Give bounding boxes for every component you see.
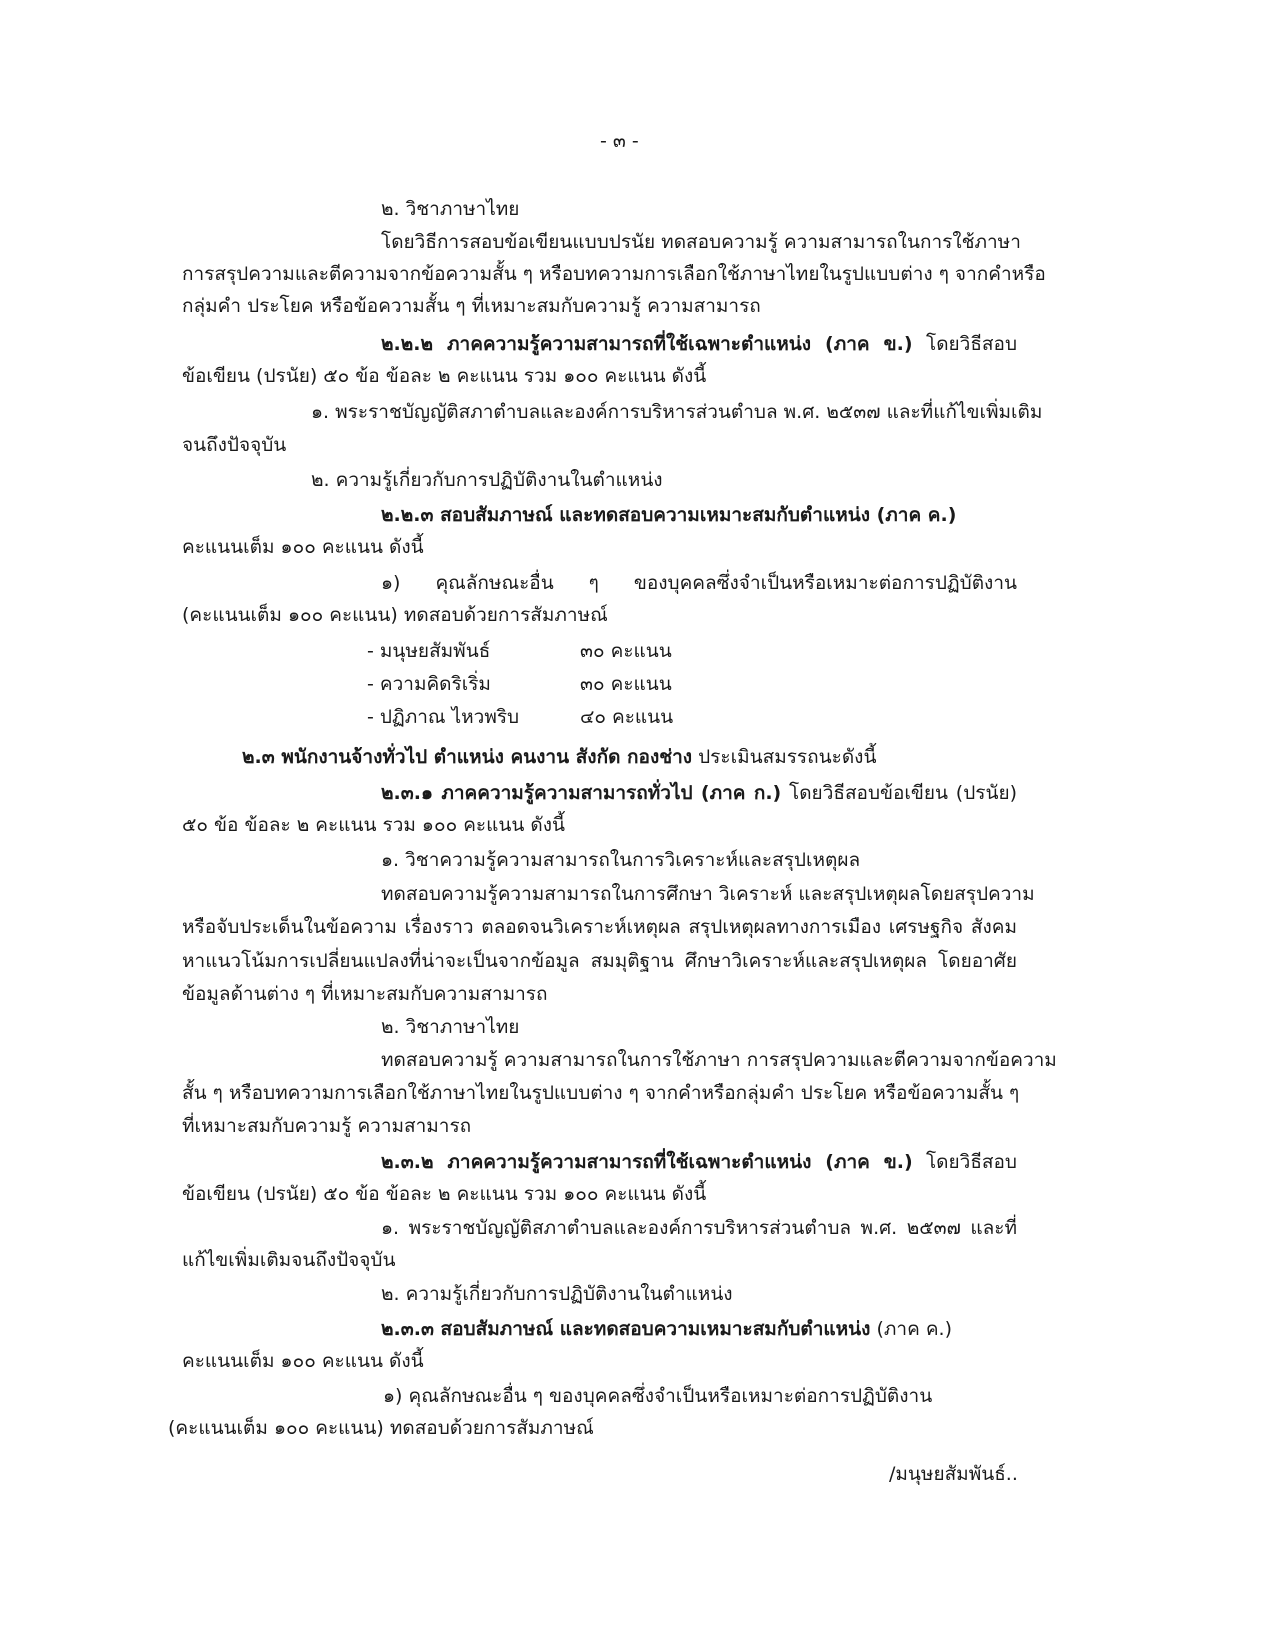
text-line: ๑. พระราชบัญญัติสภาตำบลและองค์การบริหารส่วนตำบล พ.ศ. ๒๕๓๗ และที่แก้ไขเพิ่มเติม: [311, 401, 1043, 423]
score-value: ๓๐ คะแนน: [580, 673, 672, 695]
text-line: หรือจับประเด็นในข้อความ เรื่องราว ตลอดจนวิเคราะห์เหตุผล สรุปเหตุผลทางการเมือง เศรษฐกิจ สังคม: [182, 916, 1017, 938]
text-line: แก้ไขเพิ่มเติมจนถึงปัจจุบัน: [182, 1249, 396, 1271]
text-line: ๑) คุณลักษณะอื่น ๆ ของบุคคลซึ่งจำเป็นหรือเหมาะต่อการปฏิบัติงาน: [383, 1385, 933, 1407]
text-segment: โดยวิธีสอบ: [912, 333, 1017, 355]
text-line: ๑. พระราชบัญญัติสภาตำบลและองค์การบริหารส่วนตำบล พ.ศ. ๒๕๓๗ และที่: [381, 1217, 1017, 1239]
text-line: - ความคิดริเริ่ม: [367, 673, 491, 695]
bold-heading-segment: ๒.๓ พนักงานจ้างทั่วไป ตำแหน่ง คนงาน สังกัด กองช่าง: [242, 746, 693, 768]
text-line: [242, 742, 876, 772]
text-line: (คะแนนเต็ม ๑๐๐ คะแนน) ทดสอบด้วยการสัมภาษณ์: [168, 1417, 594, 1439]
text-line: โดยวิธีการสอบข้อเขียนแบบปรนัย ทดสอบความรู้ ความสามารถในการใช้ภาษา: [381, 231, 1021, 253]
text-line: ข้อเขียน (ปรนัย) ๕๐ ข้อ ข้อละ ๒ คะแนน รวม ๑๐๐ คะแนน ดังนี้: [182, 1183, 707, 1205]
score-value: ๔๐ คะแนน: [580, 706, 674, 728]
text-line: จนถึงปัจจุบัน: [182, 434, 287, 456]
text-line: สั้น ๆ หรือบทความการเลือกใช้ภาษาไทยในรูปแบบต่าง ๆ จากคำหรือกลุ่มคำ ประโยค หรือข้อความสั้น ๆ: [182, 1082, 1020, 1104]
text-line: ๒. วิชาภาษาไทย: [381, 198, 520, 220]
text-line: ๑. วิชาความรู้ความสามารถในการวิเคราะห์และสรุปเหตุผล: [381, 849, 861, 871]
text-line: ๒. ความรู้เกี่ยวกับการปฏิบัติงานในตำแหน่ง: [381, 1283, 733, 1305]
text-line: [381, 329, 1017, 359]
text-line: [381, 1147, 1017, 1177]
bold-heading-segment: ๒.๓.๒ ภาคความรู้ความสามารถที่ใช้เฉพาะตำแหน่ง (ภาค ข.): [381, 1151, 913, 1173]
text-line: [381, 1314, 952, 1344]
text-segment: โดยวิธีสอบ: [912, 1151, 1017, 1173]
text-line: (คะแนนเต็ม ๑๐๐ คะแนน) ทดสอบด้วยการสัมภาษณ์: [182, 604, 608, 626]
text-segment: (ภาค ค.): [870, 1318, 953, 1340]
text-line: ทดสอบความรู้ความสามารถในการศึกษา วิเคราะห์ และสรุปเหตุผลโดยสรุปความ: [381, 883, 1035, 905]
text-line: คะแนนเต็ม ๑๐๐ คะแนน ดังนี้: [182, 1350, 424, 1372]
text-line: - ปฏิภาณ ไหวพริบ: [367, 706, 520, 728]
score-value: ๓๐ คะแนน: [580, 640, 672, 662]
bold-heading-segment: ๒.๓.๑ ภาคความรู้ความสามารถทั่วไป (ภาค ก.): [381, 782, 782, 804]
text-line: ๒. ความรู้เกี่ยวกับการปฏิบัติงานในตำแหน่ง: [311, 469, 663, 491]
text-segment: ประเมินสมรรถนะดังนี้: [692, 746, 877, 768]
text-line: ข้อมูลด้านต่าง ๆ ที่เหมาะสมกับความสามารถ: [182, 983, 548, 1005]
text-segment: โดยวิธีสอบข้อเขียน (ปรนัย): [781, 782, 1017, 804]
text-line: ข้อเขียน (ปรนัย) ๕๐ ข้อ ข้อละ ๒ คะแนน รวม ๑๐๐ คะแนน ดังนี้: [182, 365, 707, 387]
text-line: ๒.๒.๓ สอบสัมภาษณ์ และทดสอบความเหมาะสมกับตำแหน่ง (ภาค ค.): [381, 504, 957, 526]
text-line: /มนุษยสัมพันธ์..: [889, 1463, 1018, 1485]
bold-heading-segment: ๒.๓.๓ สอบสัมภาษณ์ และทดสอบความเหมาะสมกับตำแหน่ง: [381, 1318, 871, 1340]
text-line: กลุ่มคำ ประโยค หรือข้อความสั้น ๆ ที่เหมาะสมกับความรู้ ความสามารถ: [182, 295, 761, 317]
text-line: ที่เหมาะสมกับความรู้ ความสามารถ: [182, 1115, 472, 1137]
page-number: - ๓ -: [600, 130, 639, 152]
text-line: การสรุปความและตีความจากข้อความสั้น ๆ หรือบทความการเลือกใช้ภาษาไทยในรูปแบบต่าง ๆ จากคำหรือ: [182, 263, 1046, 285]
text-line: - มนุษยสัมพันธ์: [367, 640, 491, 662]
text-line: [381, 778, 1017, 808]
text-line: ๒. วิชาภาษาไทย: [381, 1016, 520, 1038]
text-line: ทดสอบความรู้ ความสามารถในการใช้ภาษา การสรุปความและตีความจากข้อความ: [381, 1049, 1057, 1071]
text-line: คะแนนเต็ม ๑๐๐ คะแนน ดังนี้: [182, 536, 424, 558]
text-line: หาแนวโน้มการเปลี่ยนแปลงที่น่าจะเป็นจากข้อมูล สมมุติฐาน ศึกษาวิเคราะห์และสรุปเหตุผล โดยอาศัย: [182, 950, 1017, 972]
bold-heading-segment: ๒.๒.๒ ภาคความรู้ความสามารถที่ใช้เฉพาะตำแหน่ง (ภาค ข.): [381, 333, 913, 355]
text-line: ๑) คุณลักษณะอื่น ๆ ของบุคคลซึ่งจำเป็นหรือเหมาะต่อการปฏิบัติงาน: [381, 572, 1017, 594]
text-line: ๕๐ ข้อ ข้อละ ๒ คะแนน รวม ๑๐๐ คะแนน ดังนี้: [182, 814, 565, 836]
